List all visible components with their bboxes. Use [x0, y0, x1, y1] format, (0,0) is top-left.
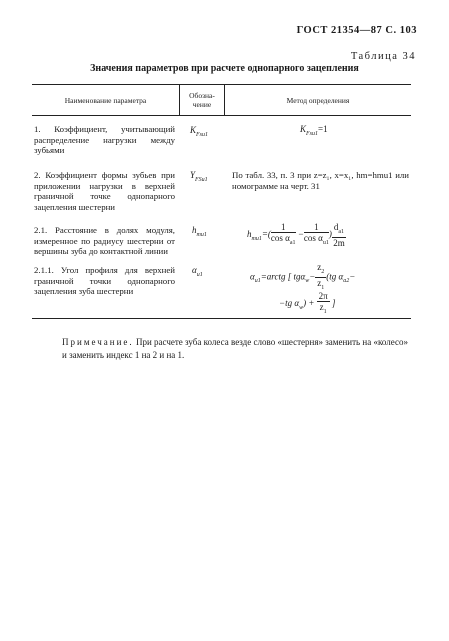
row1-method-formula: $K_{Fsu1}=1$: [300, 124, 328, 137]
page-header: ГОСТ 21354—87 С. 103: [296, 25, 417, 36]
col-head-name: Наименование параметра: [64, 96, 147, 105]
row4-method-formula-line1: $\alpha_{u1}=arctg$ [ tgα$_w$− $\frac{z_2}{z_1}$ (tg $\alpha_{a2}-$: [250, 262, 356, 291]
note-text: При расчете зуба колеса везде слово «шестерня» заменить на «колесо» и заменить индекс 1 на 2 и на 1.: [62, 337, 408, 360]
col-head-symbol-line1: Обозна-: [189, 91, 215, 100]
table-note: [62, 336, 408, 362]
row4-symbol: $\alpha_{u1}$: [192, 265, 203, 278]
row2-symbol: $Y_{FSu1}$: [190, 170, 208, 183]
row1-name: 1. Коэффициент, учитывающий распределение нагрузки между зубьями: [34, 124, 175, 156]
table-label: Таблица 34: [350, 51, 416, 62]
row3-method-formula: $h_{mu1}=$( $\frac{1}{\cos \alpha_{a1}}$ − $\frac{1}{\cos \alpha_{u1}}$ ) $\frac{d_{a1}}{2m}$: [247, 222, 345, 248]
row2-name: 2. Коэффициент формы зубьев при приложении нагрузки в верхней граничной точке однопарного зацепления шестерни: [34, 170, 175, 212]
table-caption: Значения параметров при расчете однопарного зацепления: [90, 63, 359, 74]
col-head-method: Метод определения: [286, 96, 350, 105]
row3-name: 2.1. Расстояние в долях модуля, измеренное по радиусу шестерни от вершины зуба до контактной линии: [34, 225, 175, 257]
row3-symbol: $h_{mu1}$: [192, 225, 207, 238]
col-head-symbol-line2: чение: [192, 100, 212, 109]
row2-method-text: По табл. 33, п. 3 при z=z₁, x=x₁, hm=hmu1 или номограмме на черт. 31: [232, 170, 409, 191]
table-header-rule: [32, 115, 411, 116]
row1-symbol: $K_{Fsu1}$: [190, 125, 209, 138]
note-prefix: Примечание.: [62, 337, 134, 347]
table-top-rule: [32, 84, 411, 85]
row4-method-formula-line2: −tg $\alpha_w$) + $\frac{2\pi}{z_1}$ ]: [279, 291, 336, 315]
col-head-symbol: [180, 91, 224, 109]
row4-name: 2.1.1. Угол профиля для верхней граничной точки однопарного зацепления зуба шестерни: [34, 265, 175, 297]
table-bottom-rule: [32, 318, 411, 319]
